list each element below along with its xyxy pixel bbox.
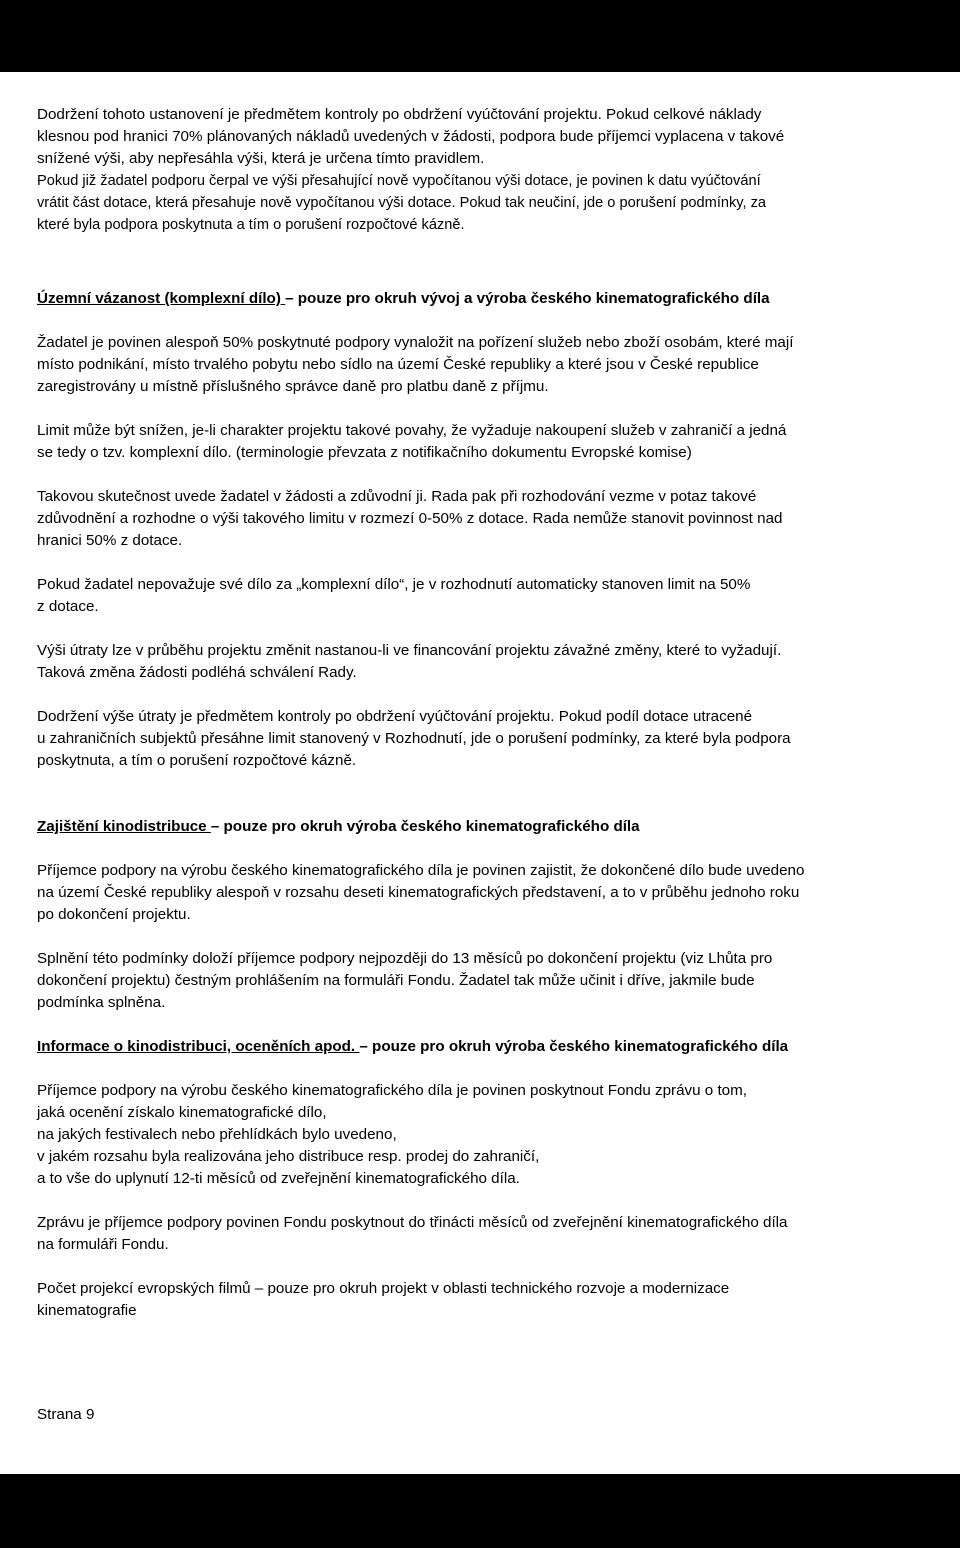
paragraph-european-films <box>37 1278 925 1322</box>
text-line: Žadatel je povinen alespoň 50% poskytnuté podpory vynaložit na pořízení služeb nebo zboží osobám, které mají <box>37 334 794 351</box>
paragraph-automatic-limit <box>37 574 925 618</box>
text-line: poskytnuta, a tím o porušení rozpočtové kázně. <box>37 752 357 769</box>
text-line: Taková změna žádosti podléhá schválení Rady. <box>37 664 357 681</box>
footer-bar <box>0 1474 960 1548</box>
paragraph-justification <box>37 486 925 552</box>
text-line: místo podnikání, místo trvalého pobytu nebo sídlo na území České republiky a které jsou v České republice <box>37 356 759 373</box>
paragraph-limit-reduction <box>37 420 925 464</box>
paragraph-distribution-obligation <box>37 860 925 926</box>
text-line: se tedy o tzv. komplexní dílo. (terminologie převzata z notifikačního dokumentu Evropské komise) <box>37 444 692 461</box>
header-bar <box>0 0 960 72</box>
text-line: Limit může být snížen, je-li charakter projektu takové povahy, že vyžaduje nakoupení služeb v zahraničí a jedná <box>37 422 787 439</box>
text-line: z dotace. <box>37 598 99 615</box>
text-line: hranici 50% z dotace. <box>37 532 183 549</box>
text-line: klesnou pod hranici 70% plánovaných nákladů uvedených v žádosti, podpora bude příjemci vyplacena v takové <box>37 128 785 145</box>
text-line: Výši útraty lze v průběhu projektu změnit nastanou-li ve financování projektu závažné změny, které to vyžadují. <box>37 642 782 659</box>
text-line: v jakém rozsahu byla realizována jeho distribuce resp. prodej do zahraničí, <box>37 1148 540 1165</box>
heading-territorial-binding <box>37 288 925 310</box>
paragraph-spending-control <box>37 706 925 772</box>
paragraph-report-deadline <box>37 1212 925 1256</box>
text-line: a to vše do uplynutí 12-ti měsíců od zveřejnění kinematografického díla. <box>37 1170 520 1187</box>
text-line: vrátit část dotace, která přesahuje nově vypočítanou výši dotace. Pokud tak neučiní, jde o porušení podmínky, za <box>37 195 767 211</box>
paragraph-report-contents <box>37 1080 925 1190</box>
text-line: zaregistrovány u místně příslušného správce daně pro platbu daně z příjmu. <box>37 378 549 395</box>
text-line: dokončení projektu) čestným prohlášením na formuláři Fondu. Žadatel tak může učinit i dříve, jakmile bude <box>37 972 755 989</box>
page-number: Strana 9 <box>37 1406 95 1423</box>
text-line: Příjemce podpory na výrobu českého kinematografického díla je povinen zajistit, že dokončené dílo bude uvedeno <box>37 862 805 879</box>
heading-scope: – pouze pro okruh výroba českého kinematografického díla <box>210 818 640 835</box>
text-line: na území České republiky alespoň v rozsahu deseti kinematografických představení, a to v průběhu jednoho roku <box>37 884 800 901</box>
text-line: podmínka splněna. <box>37 994 166 1011</box>
paragraph-spending-change <box>37 640 925 684</box>
text-line: po dokončení projektu. <box>37 906 191 923</box>
text-line: Pokud již žadatel podporu čerpal ve výši přesahující nově vypočítanou výši dotace, je povinen k datu vyúčtování <box>37 173 761 189</box>
text-line: kinematografie <box>37 1302 137 1319</box>
text-line: na formuláři Fondu. <box>37 1236 169 1253</box>
text-line: zdůvodnění a rozhodne o výši takového limitu v rozmezí 0-50% z dotace. Rada nemůže stanovit povinnost nad <box>37 510 783 527</box>
text-line: Takovou skutečnost uvede žadatel v žádosti a zdůvodní ji. Rada pak při rozhodování vezme v potaz takové <box>37 488 757 505</box>
text-line: jaká ocenění získalo kinematografické dílo, <box>37 1104 327 1121</box>
heading-scope: – pouze pro okruh výroba českého kinematografického díla <box>359 1038 789 1055</box>
text-line: Dodržení výše útraty je předmětem kontroly po obdržení vyúčtování projektu. Pokud podíl dotace utracené <box>37 708 753 725</box>
text-line: které byla podpora poskytnuta a tím o porušení rozpočtové kázně. <box>37 217 465 233</box>
heading-main: Zajištění kinodistribuce <box>37 818 211 835</box>
text-line: na jakých festivalech nebo přehlídkách bylo uvedeno, <box>37 1126 397 1143</box>
text-line: Počet projekcí evropských filmů – pouze pro okruh projekt v oblasti technického rozvoje a modernizace <box>37 1280 730 1297</box>
text-line: snížené výši, aby nepřesáhla výši, která je určena tímto pravidlem. <box>37 150 485 167</box>
text-line: Příjemce podpory na výrobu českého kinematografického díla je povinen poskytnout Fondu zprávu o tom, <box>37 1082 747 1099</box>
heading-main: Územní vázanost (komplexní dílo) <box>37 290 286 307</box>
paragraph-spending-requirement <box>37 332 925 398</box>
heading-distribution-info <box>37 1036 925 1058</box>
text-line: u zahraničních subjektů přesáhne limit stanovený v Rozhodnutí, jde o porušení podmínky, za které byla podpora <box>37 730 791 747</box>
heading-cinema-distribution <box>37 816 925 838</box>
text-line: Pokud žadatel nepovažuje své dílo za „komplexní dílo“, je v rozhodnutí automaticky stanoven limit na 50% <box>37 576 751 593</box>
heading-main: Informace o kinodistribuci, oceněních apod. <box>37 1038 360 1055</box>
paragraph-cost-threshold <box>37 104 925 236</box>
text-line: Splnění této podmínky doloží příjemce podpory nejpozději do 13 měsíců po dokončení projektu (viz Lhůta pro <box>37 950 773 967</box>
text-line: Zprávu je příjemce podpory povinen Fondu poskytnout do třinácti měsíců od zveřejnění kinematografického díla <box>37 1214 788 1231</box>
heading-scope: – pouze pro okruh vývoj a výroba českého kinematografického díla <box>285 290 770 307</box>
text-line: Dodržení tohoto ustanovení je předmětem kontroly po obdržení vyúčtování projektu. Pokud celkové náklady <box>37 106 762 123</box>
paragraph-fulfillment-proof <box>37 948 925 1014</box>
